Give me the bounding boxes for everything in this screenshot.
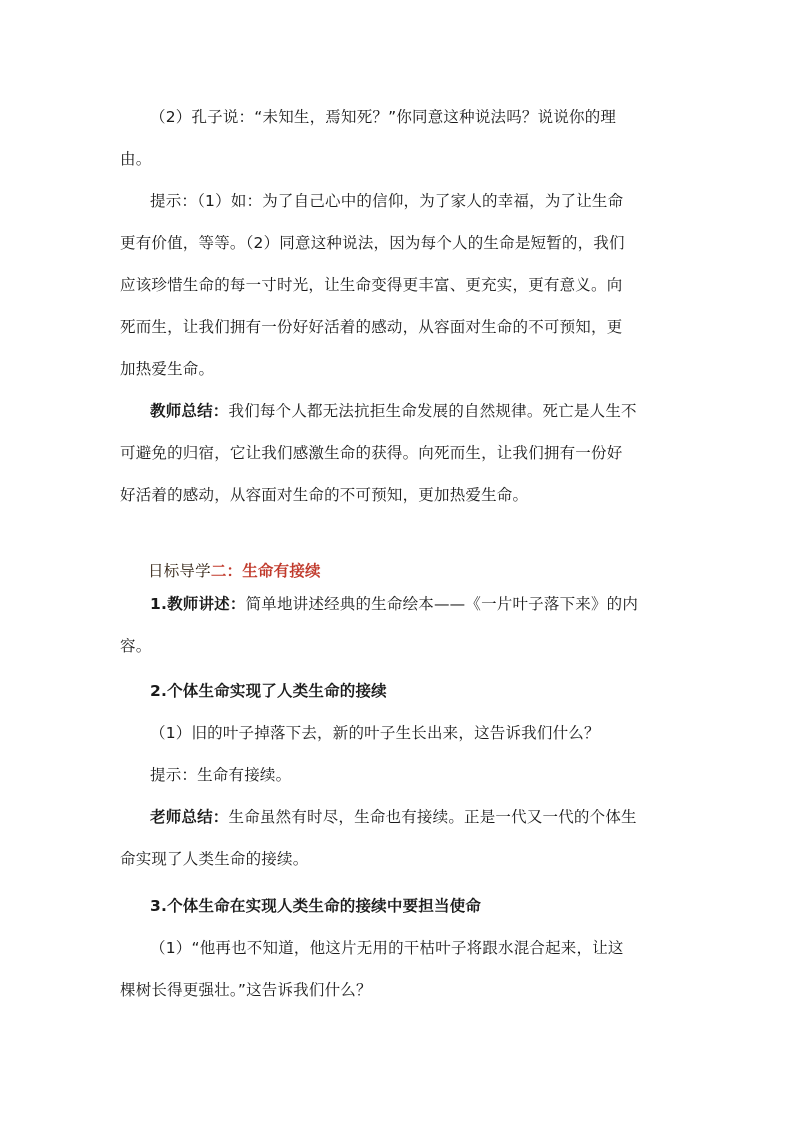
item-2-heading: 2.个体生命实现了人类生命的接续 [150, 682, 387, 700]
question-2-line-2: 由。 [120, 150, 152, 168]
item-1-line-1 [150, 593, 710, 615]
question-2-line-1: （2）孔子说：“未知生，焉知死？”你同意这种说法吗？说说你的理 [150, 108, 617, 126]
hint-line-5: 加热爱生命。 [120, 360, 215, 378]
section-title-prefix: 日标导学 [148, 562, 211, 580]
item-3-question-line-2: 棵树长得更强壮。”这告诉我们什么？ [120, 981, 372, 999]
summary-text-1: 我们每个人都无法抗拒生命发展的自然规律。死亡是人生不 [228, 402, 637, 420]
summary-label: 教师总结： [150, 402, 229, 420]
item-1-label: 1.教师讲述： [150, 595, 246, 613]
item-2-summary-text: 生命虽然有时尽，生命也有接续。正是一代又一代的个体生 [228, 808, 637, 826]
item-2-summary-line-2: 命实现了人类生命的接续。 [120, 850, 309, 868]
summary-line-1 [150, 400, 710, 422]
section-title-main: 生命有接续 [242, 562, 321, 580]
item-2-hint [150, 764, 710, 786]
hint-line-4: 死而生，让我们拥有一份好好活着的感动，从容面对生命的不可预知，更 [120, 318, 623, 336]
item-1-line-2: 容。 [120, 637, 152, 655]
item-2-hint-label: 提示： [150, 766, 198, 784]
item-3-heading: 3.个体生命在实现人类生命的接续中要担当使命 [150, 897, 482, 915]
hint-line-1 [150, 190, 710, 212]
hint-line-3: 应该珍惜生命的每一寸时光，让生命变得更丰富、更充实，更有意义。向 [120, 276, 623, 294]
hint-text-1: （1）如：为了自己心中的信仰，为了家人的幸福，为了让生命 [197, 192, 624, 210]
item-1-text: 简单地讲述经典的生命绘本——《一片叶子落下来》的内 [245, 595, 639, 613]
section-2-title [148, 560, 708, 582]
item-3-question-line-1: （1）“他再也不知道，他这片无用的干枯叶子将跟水混合起来，让这 [150, 939, 624, 957]
hint-label: 提示： [150, 192, 198, 210]
item-2-question: （1）旧的叶子掉落下去，新的叶子生长出来，这告诉我们什么？ [150, 724, 600, 742]
item-2-summary-line-1 [150, 806, 710, 828]
summary-line-2: 可避免的归宿，它让我们感激生命的获得。向死而生，让我们拥有一份好 [120, 444, 623, 462]
item-2-summary-label: 老师总结： [150, 808, 229, 826]
section-title-number: 二： [210, 562, 243, 580]
item-2-hint-text: 生命有接续。 [197, 766, 292, 784]
summary-line-3: 好活着的感动，从容面对生命的不可预知，更加热爱生命。 [120, 486, 529, 504]
hint-line-2: 更有价值，等等。（2）同意这种说法，因为每个人的生命是短暂的，我们 [120, 234, 625, 252]
